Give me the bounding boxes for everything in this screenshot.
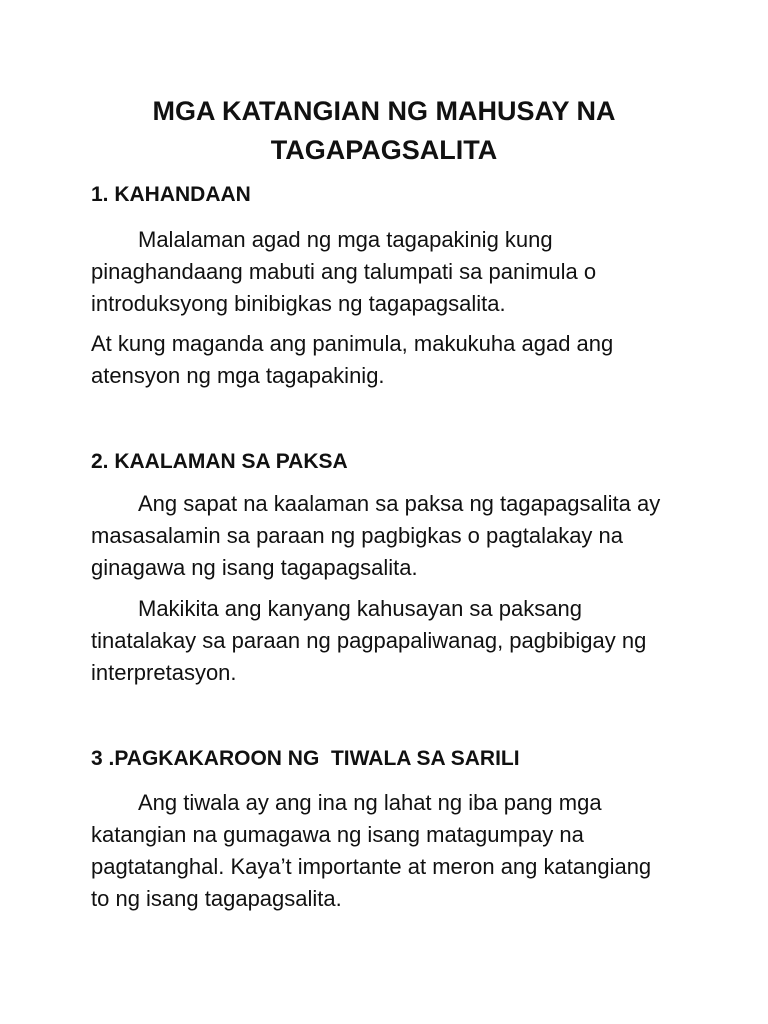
paragraph-line: introduksyong binibigkas ng tagapagsalita. [91, 291, 506, 316]
page-title [60, 92, 708, 170]
paragraph-line: masasalamin sa paraan ng pagbigkas o pagtalakay na [91, 523, 624, 548]
paragraph-line: Ang tiwala ay ang ina ng lahat ng iba pang mga [138, 790, 602, 815]
title-line-2: TAGAPAGSALITA [270, 135, 498, 165]
section-heading-tiwala-sa-sarili: 3 .PAGKAKAROON NG TIWALA SA SARILI [91, 747, 520, 770]
section-heading-kaalaman-sa-paksa: 2. KAALAMAN SA PAKSA [91, 450, 348, 473]
paragraph-line: to ng isang tagapagsalita. [91, 886, 342, 911]
section-2-paragraph-1 [91, 488, 691, 584]
section-1-paragraph-2 [91, 328, 691, 392]
paragraph-line: Makikita ang kanyang kahusayan sa paksang [138, 596, 582, 621]
paragraph-line: atensyon ng mga tagapakinig. [91, 363, 385, 388]
title-line-1: MGA KATANGIAN NG MAHUSAY NA [152, 96, 616, 126]
section-3-paragraph-1 [91, 787, 691, 915]
paragraph-line: pagtatanghal. Kaya’t importante at meron ang katangiang [91, 854, 652, 879]
paragraph-line: At kung maganda ang panimula, makukuha agad ang [91, 331, 614, 356]
paragraph-line: tinatalakay sa paraan ng pagpapaliwanag, pagbibigay ng [91, 628, 647, 653]
paragraph-line: interpretasyon. [91, 660, 237, 685]
paragraph-line: katangian na gumagawa ng isang matagumpay na [91, 822, 584, 847]
paragraph-line: Ang sapat na kaalaman sa paksa ng tagapagsalita ay [138, 491, 661, 516]
section-1-paragraph-1 [91, 224, 691, 320]
paragraph-line: ginagawa ng isang tagapagsalita. [91, 555, 418, 580]
paragraph-line: pinaghandaang mabuti ang talumpati sa panimula o [91, 259, 597, 284]
paragraph-line: Malalaman agad ng mga tagapakinig kung [138, 227, 553, 252]
section-2-paragraph-2 [91, 593, 691, 689]
section-heading-kahandaan: 1. KAHANDAAN [91, 183, 251, 206]
